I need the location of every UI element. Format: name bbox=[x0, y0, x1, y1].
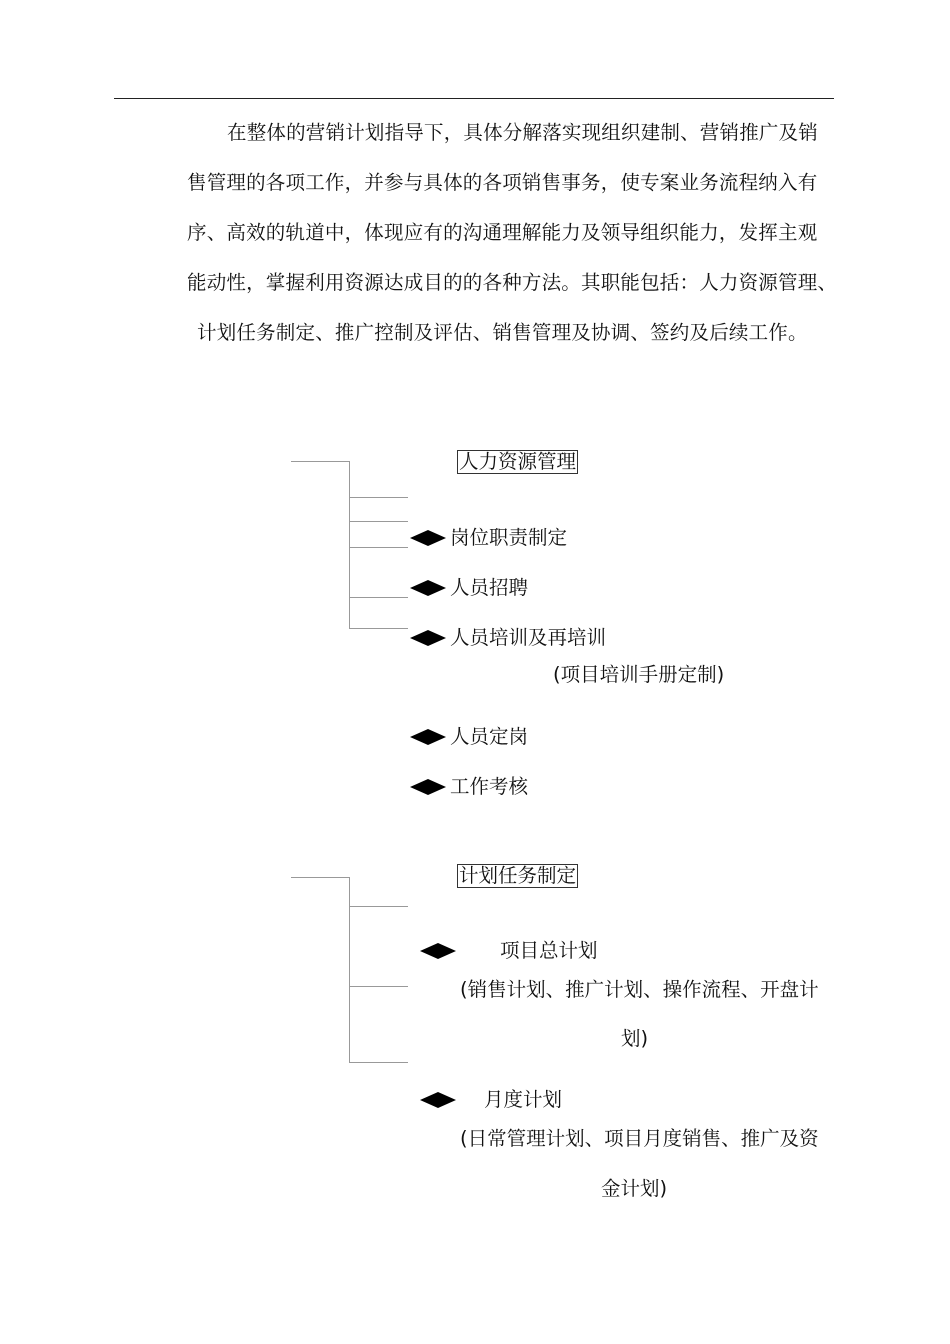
plan-master-note-2: 划) bbox=[621, 1027, 649, 1050]
header-rule bbox=[114, 98, 834, 99]
plan-master-note-1: (销售计划、推广计划、操作流程、开盘计 bbox=[460, 978, 819, 1001]
hr-branch-3 bbox=[349, 547, 408, 548]
hr-connector-top bbox=[291, 461, 349, 462]
diamond-icon bbox=[410, 779, 446, 799]
intro-line-3: 序、高效的轨道中，体现应有的沟通理解能力及领导组织能力，发挥主观 bbox=[187, 221, 818, 244]
hr-item-assessment: 工作考核 bbox=[450, 775, 529, 798]
diamond-icon bbox=[420, 943, 456, 963]
intro-line-4: 能动性，掌握利用资源达成目的的各种方法。其职能包括：人力资源管理、 bbox=[187, 271, 838, 294]
hr-branch-1 bbox=[349, 497, 408, 498]
hr-item-training: 人员培训及再培训 bbox=[450, 626, 607, 649]
plan-branch-2 bbox=[349, 986, 408, 987]
plan-monthly-note-1: (日常管理计划、项目月度销售、推广及资 bbox=[460, 1127, 819, 1150]
intro-line-2: 售管理的各项工作，并参与具体的各项销售事务，使专案业务流程纳入有 bbox=[187, 171, 818, 194]
diamond-icon bbox=[410, 580, 446, 600]
hr-title: 人力资源管理 bbox=[459, 450, 577, 473]
hr-item-job-duties: 岗位职责制定 bbox=[450, 526, 568, 549]
intro-line-1: 在整体的营销计划指导下，具体分解落实现组织建制、营销推广及销 bbox=[227, 121, 819, 144]
hr-branch-2 bbox=[349, 521, 408, 522]
hr-item-recruitment: 人员招聘 bbox=[450, 576, 529, 599]
diamond-icon bbox=[410, 729, 446, 749]
plan-connector-top bbox=[291, 877, 349, 878]
plan-branch-3 bbox=[349, 1062, 408, 1063]
plan-title: 计划任务制定 bbox=[459, 864, 577, 887]
diamond-icon bbox=[410, 630, 446, 650]
plan-monthly-note-2: 金计划) bbox=[601, 1177, 668, 1200]
plan-connector-trunk bbox=[349, 877, 350, 1062]
plan-monthly-label: 月度计划 bbox=[484, 1088, 563, 1111]
hr-training-note: (项目培训手册定制) bbox=[553, 663, 725, 686]
intro-line-5: 计划任务制定、推广控制及评估、销售管理及协调、签约及后续工作。 bbox=[197, 321, 808, 344]
plan-master-label: 项目总计划 bbox=[500, 939, 598, 962]
hr-connector-trunk bbox=[349, 461, 350, 629]
hr-branch-5 bbox=[349, 628, 408, 629]
hr-item-placement: 人员定岗 bbox=[450, 725, 529, 748]
hr-branch-4 bbox=[349, 597, 408, 598]
plan-branch-1 bbox=[349, 906, 408, 907]
diamond-icon bbox=[420, 1092, 456, 1112]
diamond-icon bbox=[410, 530, 446, 550]
